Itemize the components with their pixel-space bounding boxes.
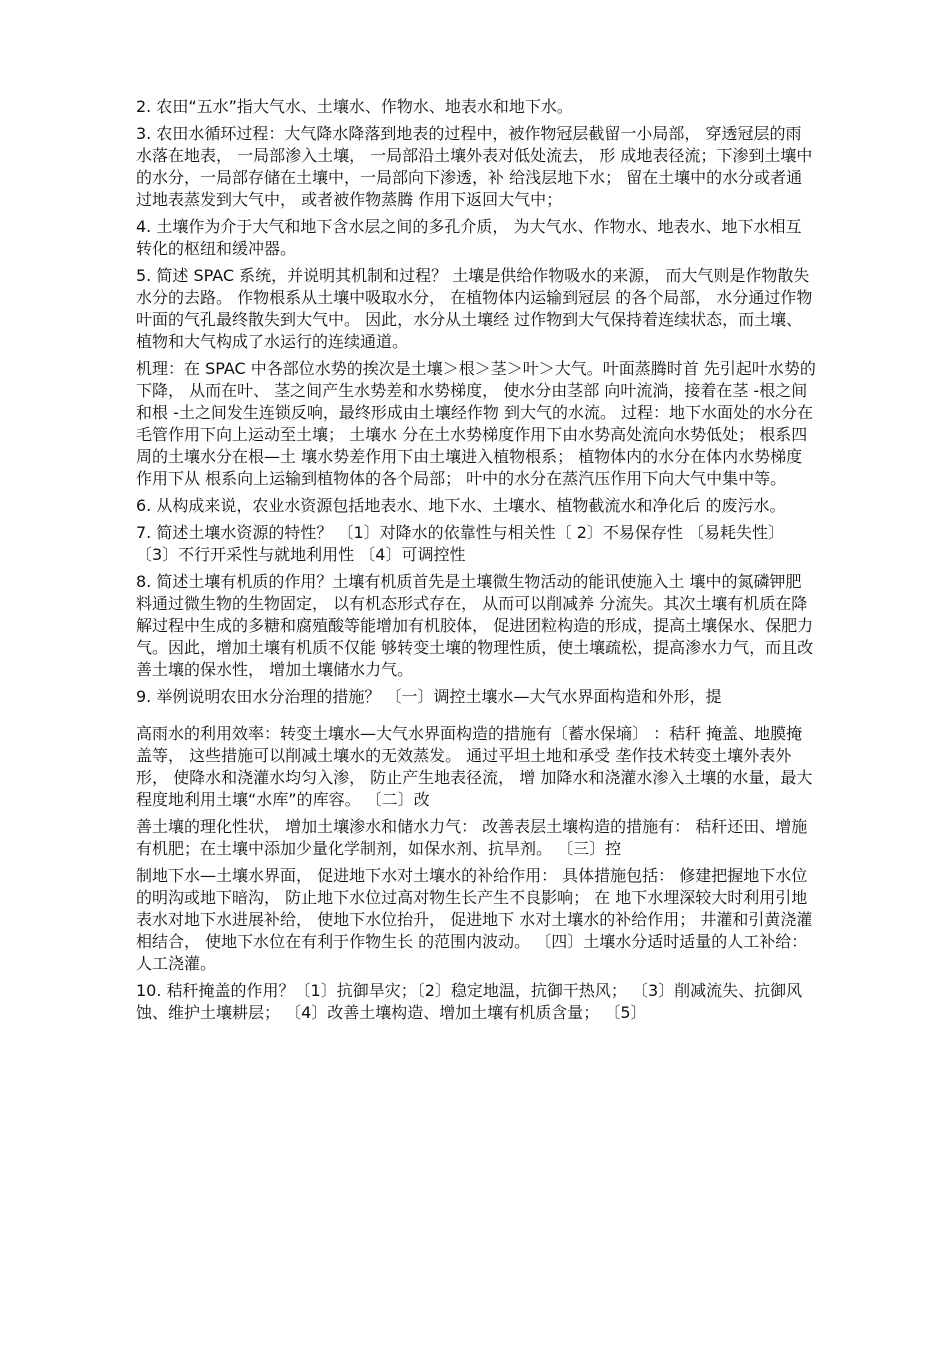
paragraph-8: 8. 简述土壤有机质的作用？土壤有机质首先是土壤微生物活动的能讯使施入土 壤中的氮磷钾肥料通过微生物的生物固定， 以有机态形式存在， 从而可以削减养 分流失。其次土壤有机质在降解过程中生成的多糖和腐殖酸等能增加有机胶体， 促进团粒构造的形成，提高土壤保水、保肥力气。因此，增加土壤有机质不仅能 够转变土壤的物理性质，使土壤疏松，提高渗水力气，而且改善土壤的保水性， 增加土壤储水力气。 xyxy=(136,572,814,679)
paragraph-9-part-2: 善土壤的理化性状， 增加土壤渗水和储水力气： 改善表层土壤构造的措施有： 秸秆还田、增施有机肥；在土壤中添加少量化学制剂，如保水剂、抗旱剂。 〔三〕控 xyxy=(136,817,808,858)
paragraph-6: 6. 从构成来说，农业水资源包括地表水、地下水、土壤水、植物截流水和净化后 的废污水。 xyxy=(136,496,786,515)
paragraph-gap xyxy=(136,713,816,723)
paragraph-4: 4. 土壤作为介于大气和地下含水层之间的多孔介质， 为大气水、作物水、地表水、地下水相互转化的枢纽和缓冲器。 xyxy=(136,217,802,258)
paragraph-5: 5. 简述 SPAC 系统，并说明其机制和过程？ 土壤是供给作物吸水的来源， 而大气则是作物散失水分的去路。 作物根系从土壤中吸取水分， 在植物体内运输到冠层 的各个局部， 水分通过作物叶面的气孔最终散失到大气中。 因此，水分从土壤经 过作物到大气保持着连续状态，而土壤、植物和大气构成了水运行的连续通道。 xyxy=(136,266,813,351)
paragraph-9: 9. 举例说明农田水分治理的措施？ 〔一〕调控土壤水—大气水界面构造和外形，提 xyxy=(136,687,722,706)
paragraph-3: 3. 农田水循环过程：大气降水降落到地表的过程中，被作物冠层截留一小局部， 穿透冠层的雨水落在地表， 一局部渗入土壤， 一局部沿土壤外表对低处流去， 形 成地表径流；下渗到土壤中的水分，一局部存储在土壤中，一局部向下渗透，补 给浅层地下水； 留在土壤中的水分或者通过地表蒸发到大气中， 或者被作物蒸腾 作用下返回大气中； xyxy=(136,124,813,209)
document-body xyxy=(136,96,816,1029)
paragraph-10: 10. 秸秆掩盖的作用？〔1〕抗御旱灾；〔2〕稳定地温，抗御干热风； 〔3〕削减流失、抗御风蚀、维护土壤耕层； 〔4〕改善土壤构造、增加土壤有机质含量； 〔5〕 xyxy=(136,981,803,1022)
paragraph-7: 7. 简述土壤水资源的特性？ 〔1〕对降水的依靠性与相关性〔 2〕不易保存性 〔易耗失性〕 〔3〕不行开采性与就地利用性 〔4〕可调控性 xyxy=(136,523,784,564)
paragraph-9-part-1: 高雨水的利用效率：转变土壤水—大气水界面构造的措施有〔蓄水保墒〕 ：秸秆 掩盖、地膜掩盖等， 这些措施可以削减土壤水的无效蒸发。 通过平坦土地和承受 垄作技术转变土壤外表外形， 使降水和浇灌水均匀入渗， 防止产生地表径流， 增 加降水和浇灌水渗入土壤的水量，最大程度地利用土壤“水库”的库容。 〔二〕改 xyxy=(136,724,813,809)
paragraph-9-part-3: 制地下水—土壤水界面， 促进地下水对土壤水的补给作用： 具体措施包括： 修建把握地下水位的明沟或地下暗沟， 防止地下水位过高对物生长产生不良影响； 在 地下水埋深较大时利用引地表水对地下水进展补给， 使地下水位抬升， 促进地下 水对土壤水的补给作用； 井灌和引黄浇灌相结合， 使地下水位在有利于作物生长 的范围内波动。 〔四〕土壤水分适时适量的人工补给：人工浇灌。 xyxy=(136,866,813,973)
paragraph-5-mechanism: 机理：在 SPAC 中各部位水势的挨次是土壤＞根＞茎＞叶＞大气。叶面蒸腾时首 先引起叶水势的下降， 从而在叶、 茎之间产生水势差和水势梯度， 使水分由茎部 向叶流淌，接着在茎 -根之间和根 -土之间发生连锁反响，最终形成由土壤经作物 到大气的水流。 过程：地下水面处的水分在毛管作用下向上运动至土壤； 土壤水 分在土水势梯度作用下由水势高处流向水势低处； 根系四周的土壤水分在根—土 壤水势差作用下由土壤进入植物根系； 植物体内的水分在体内水势梯度作用下从 根系向上运输到植物体的各个局部； 叶中的水分在蒸汽压作用下向大气中集中等。 xyxy=(136,359,816,488)
paragraph-2: 2. 农田“五水”指大气水、土壤水、作物水、地表水和地下水。 xyxy=(136,97,573,116)
